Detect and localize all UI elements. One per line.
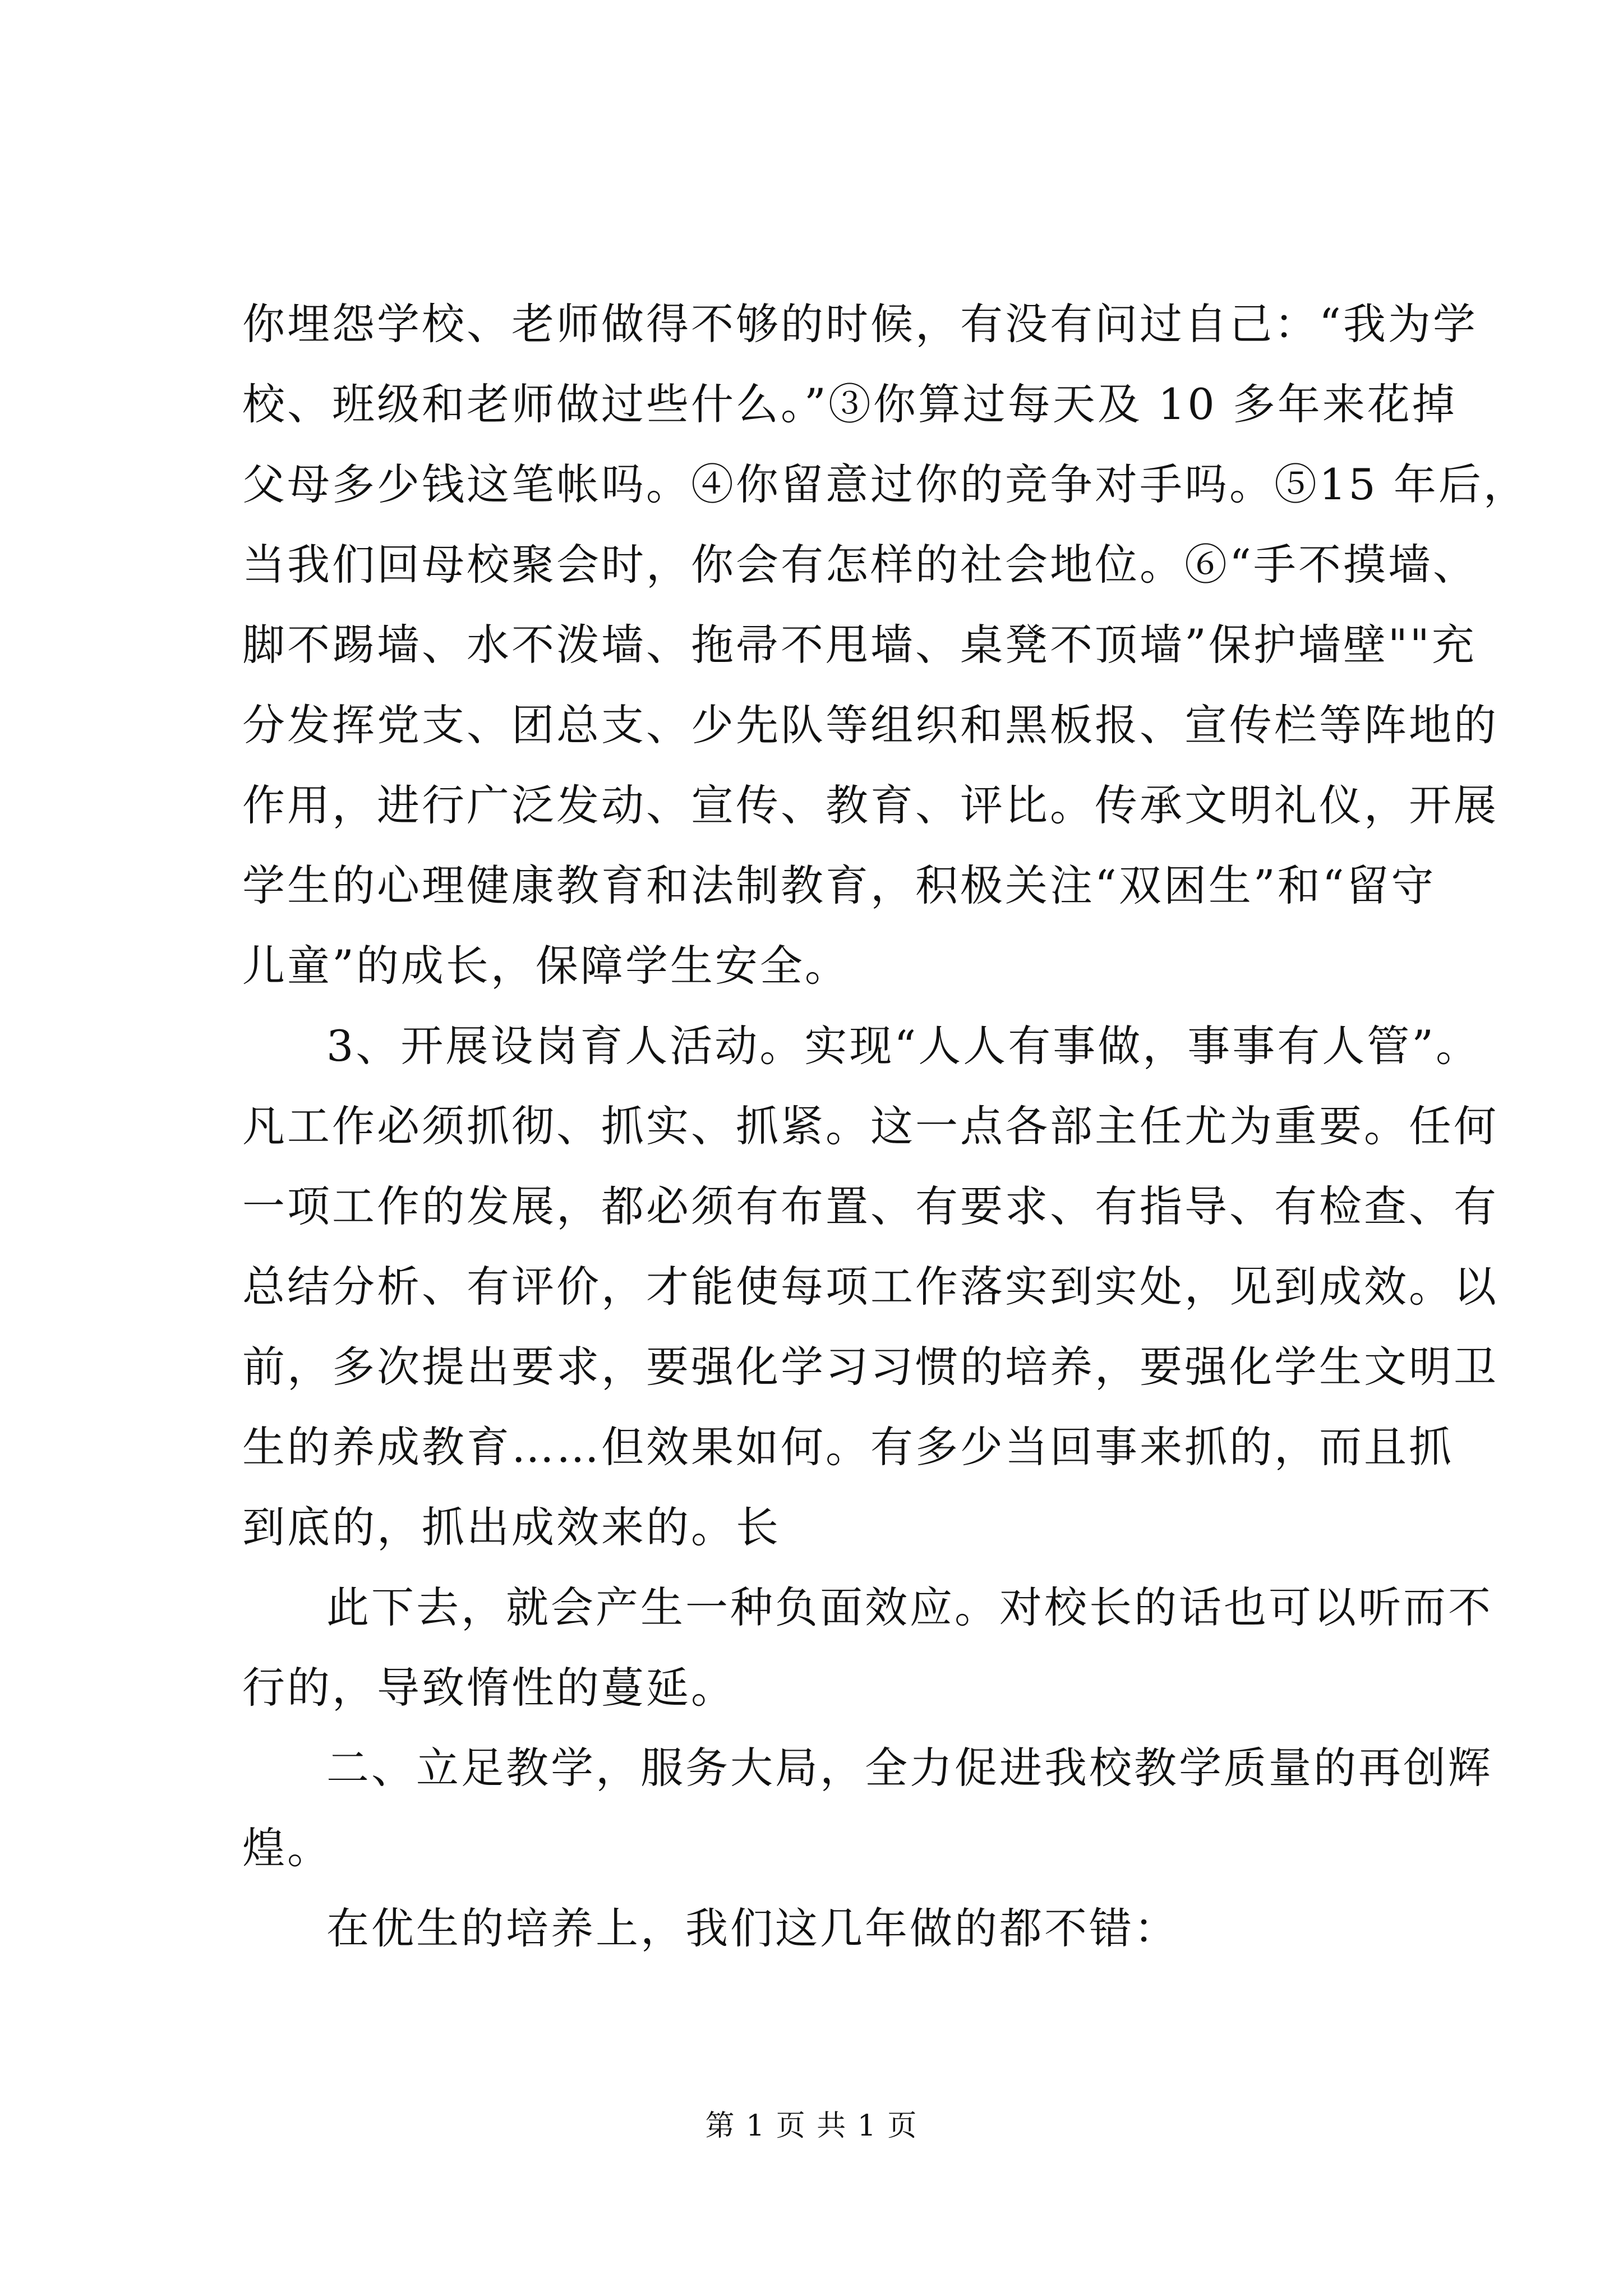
text-line: 脚不踢墙、水不泼墙、拖帚不甩墙、桌凳不顶墙”保护墙壁""充 [242,620,1477,670]
text-line: 前，多次提出要求，要强化学习习惯的培养，要强化学生文明卫 [242,1342,1498,1392]
text-line: 此下去，就会产生一种负面效应。对校长的话也可以听而不 [326,1582,1493,1632]
text-line: 儿童”的成长，保障学生安全。 [242,941,850,991]
text-line: 你埋怨学校、老师做得不够的时候，有没有问过自己：“我为学 [242,299,1478,349]
text-line: 学生的心理健康教育和法制教育，积极关注“双困生”和“留守 [242,861,1436,910]
text-line: 分发挥党支、团总支、少先队等组织和黑板报、宣传栏等阵地的 [242,700,1498,750]
text-line: 在优生的培养上，我们这几年做的都不错： [326,1903,1179,1953]
text-line: 总结分析、有评价，才能使每项工作落实到实处，见到成效。以 [242,1262,1498,1312]
text-line: 到底的，抓出成效来的。长 [242,1502,781,1552]
text-line: 校、班级和老师做过些什么。”③你算过每天及 10 多年来花掉 [242,379,1457,429]
page-footer: 第 1 页 共 1 页 [705,2109,918,2143]
text-line: 二、立足教学，服务大局，全力促进我校教学质量的再创辉 [326,1743,1493,1793]
text-line: 行的，导致惰性的蔓延。 [242,1663,736,1713]
text-line: 3、开展设岗育人活动。实现“人人有事做，事事有人管”。 [326,1021,1481,1071]
document-body [242,297,1528,1982]
text-line: 一项工作的发展，都必须有布置、有要求、有指导、有检查、有 [242,1181,1498,1231]
text-line: 凡工作必须抓彻、抓实、抓紧。这一点各部主任尤为重要。任何 [242,1101,1498,1151]
text-line: 生的养成教育……但效果如何。有多少当回事来抓的，而且抓 [242,1422,1454,1472]
text-line: 当我们回母校聚会时，你会有怎样的社会地位。⑥“手不摸墙、 [242,540,1478,590]
text-line: 煌。 [242,1823,332,1873]
text-line: 作用，进行广泛发动、宣传、教育、评比。传承文明礼仪，开展 [242,780,1498,830]
text-line: 父母多少钱这笔帐吗。④你留意过你的竞争对手吗。⑤15 年后， [242,459,1528,509]
